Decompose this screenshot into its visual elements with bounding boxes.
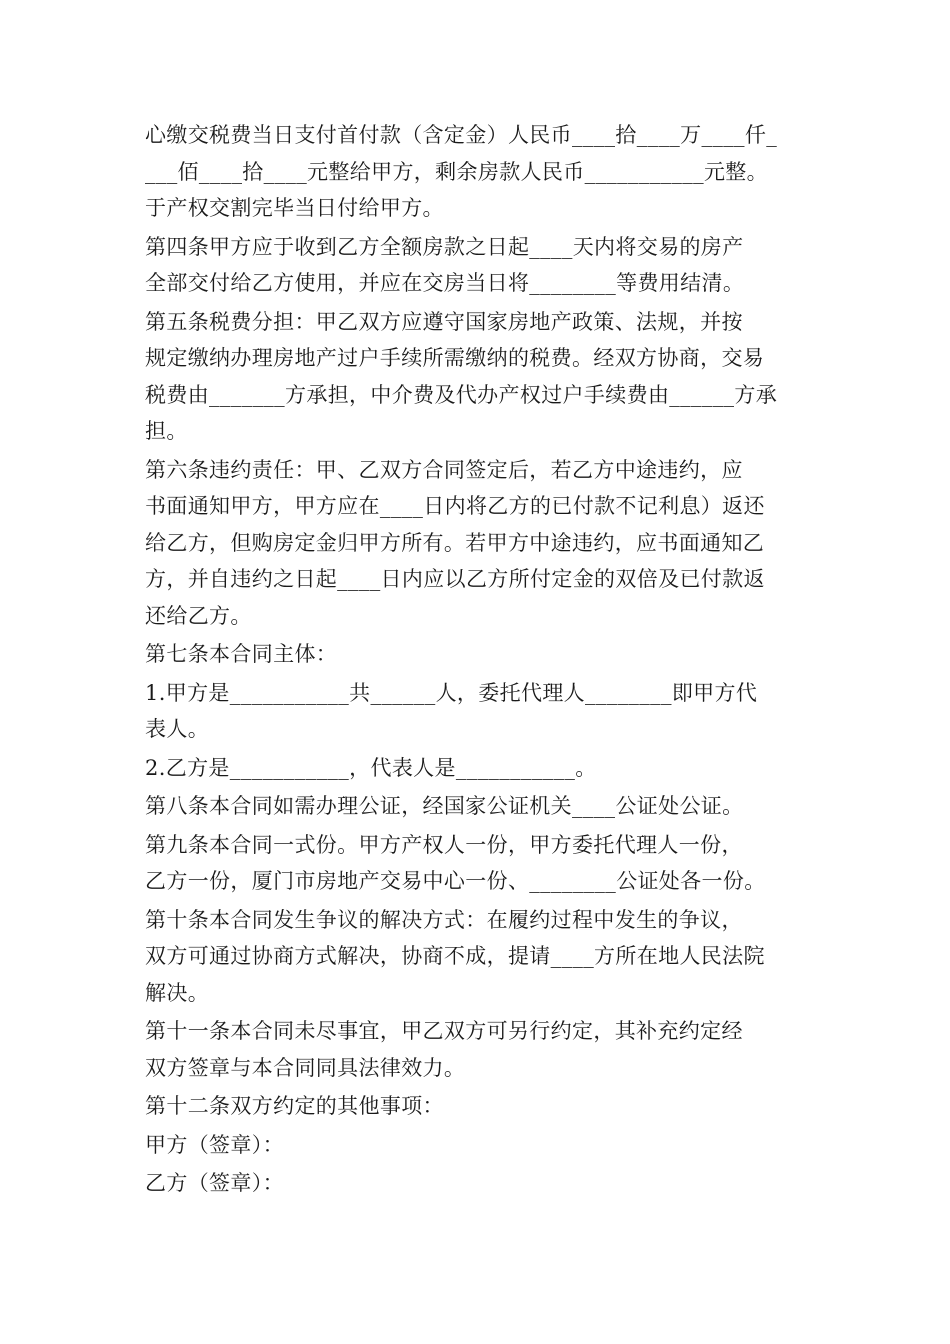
text-line: 担。 bbox=[145, 419, 188, 443]
text-line: 第四条甲方应于收到乙方全额房款之日起____天内将交易的房产 bbox=[145, 234, 744, 259]
paragraph-article-7 bbox=[145, 636, 810, 673]
text-line: 1.甲方是___________共______人，委托代理人________即甲方代 bbox=[145, 680, 758, 705]
text-line: 书面通知甲方，甲方应在____日内将乙方的已付款不记利息）返还 bbox=[145, 494, 765, 518]
text-line: 全部交付给乙方使用，并应在交房当日将________等费用结清。 bbox=[145, 271, 745, 295]
paragraph-payment bbox=[145, 117, 810, 227]
text-line: 双方可通过协商方式解决，协商不成，提请____方所在地人民法院 bbox=[145, 944, 765, 968]
contract-body-text bbox=[145, 117, 810, 1202]
text-line: 双方签章与本合同同具法律效力。 bbox=[145, 1055, 466, 1080]
text-line: 规定缴纳办理房地产过户手续所需缴纳的税费。经双方协商，交易 bbox=[145, 346, 765, 370]
paragraph-sign-a bbox=[145, 1127, 810, 1164]
text-line: 第七条本合同主体： bbox=[145, 642, 338, 666]
paragraph-article-5 bbox=[145, 304, 810, 450]
paragraph-article-12 bbox=[145, 1088, 810, 1125]
paragraph-article-6 bbox=[145, 452, 810, 635]
text-line: 解决。 bbox=[145, 980, 210, 1005]
text-line: 2.乙方是___________，代表人是___________。 bbox=[145, 755, 597, 780]
paragraph-article-8 bbox=[145, 788, 810, 825]
paragraph-article-7-1 bbox=[145, 675, 810, 748]
text-line: 第六条违约责任：甲、乙双方合同签定后，若乙方中途违约，应 bbox=[145, 457, 743, 482]
text-line: 心缴交税费当日支付首付款（含定金）人民币____拾____万____仟_ bbox=[145, 123, 778, 147]
text-line: 甲方（签章）： bbox=[145, 1132, 284, 1157]
text-line: 第十一条本合同未尽事宜，甲乙双方可另行约定，其补充约定经 bbox=[145, 1019, 743, 1043]
paragraph-article-7-2 bbox=[145, 750, 810, 787]
text-line: 第十二条双方约定的其他事项： bbox=[145, 1094, 444, 1118]
paragraph-article-4 bbox=[145, 229, 810, 302]
text-line: 税费由_______方承担，中介费及代办产权过户手续费由______方承 bbox=[145, 382, 778, 407]
text-line: 方，并自违约之日起____日内应以乙方所付定金的双倍及已付款返 bbox=[145, 567, 765, 591]
text-line: 给乙方，但购房定金归甲方所有。若甲方中途违约，应书面通知乙 bbox=[145, 530, 765, 555]
paragraph-article-9 bbox=[145, 827, 810, 900]
text-line: 第五条税费分担：甲乙双方应遵守国家房地产政策、法规，并按 bbox=[145, 309, 743, 334]
paragraph-sign-b bbox=[145, 1165, 810, 1202]
text-line: 于产权交割完毕当日付给甲方。 bbox=[145, 196, 444, 220]
text-line: 第九条本合同一式份。甲方产权人一份，甲方委托代理人一份， bbox=[145, 832, 743, 857]
text-line: 表人。 bbox=[145, 717, 210, 741]
text-line: ___佰____拾____元整给甲方，剩余房款人民币___________元整。 bbox=[145, 159, 768, 184]
text-line: 还给乙方。 bbox=[145, 603, 252, 628]
text-line: 乙方一份，厦门市房地产交易中心一份、________公证处各一份。 bbox=[145, 869, 766, 893]
text-line: 第十条本合同发生争议的解决方式：在履约过程中发生的争议， bbox=[145, 907, 743, 932]
text-line: 乙方（签章）： bbox=[145, 1171, 284, 1195]
text-line: 第八条本合同如需办理公证，经国家公证机关____公证处公证。 bbox=[145, 794, 744, 818]
paragraph-article-10 bbox=[145, 902, 810, 1012]
paragraph-article-11 bbox=[145, 1013, 810, 1086]
